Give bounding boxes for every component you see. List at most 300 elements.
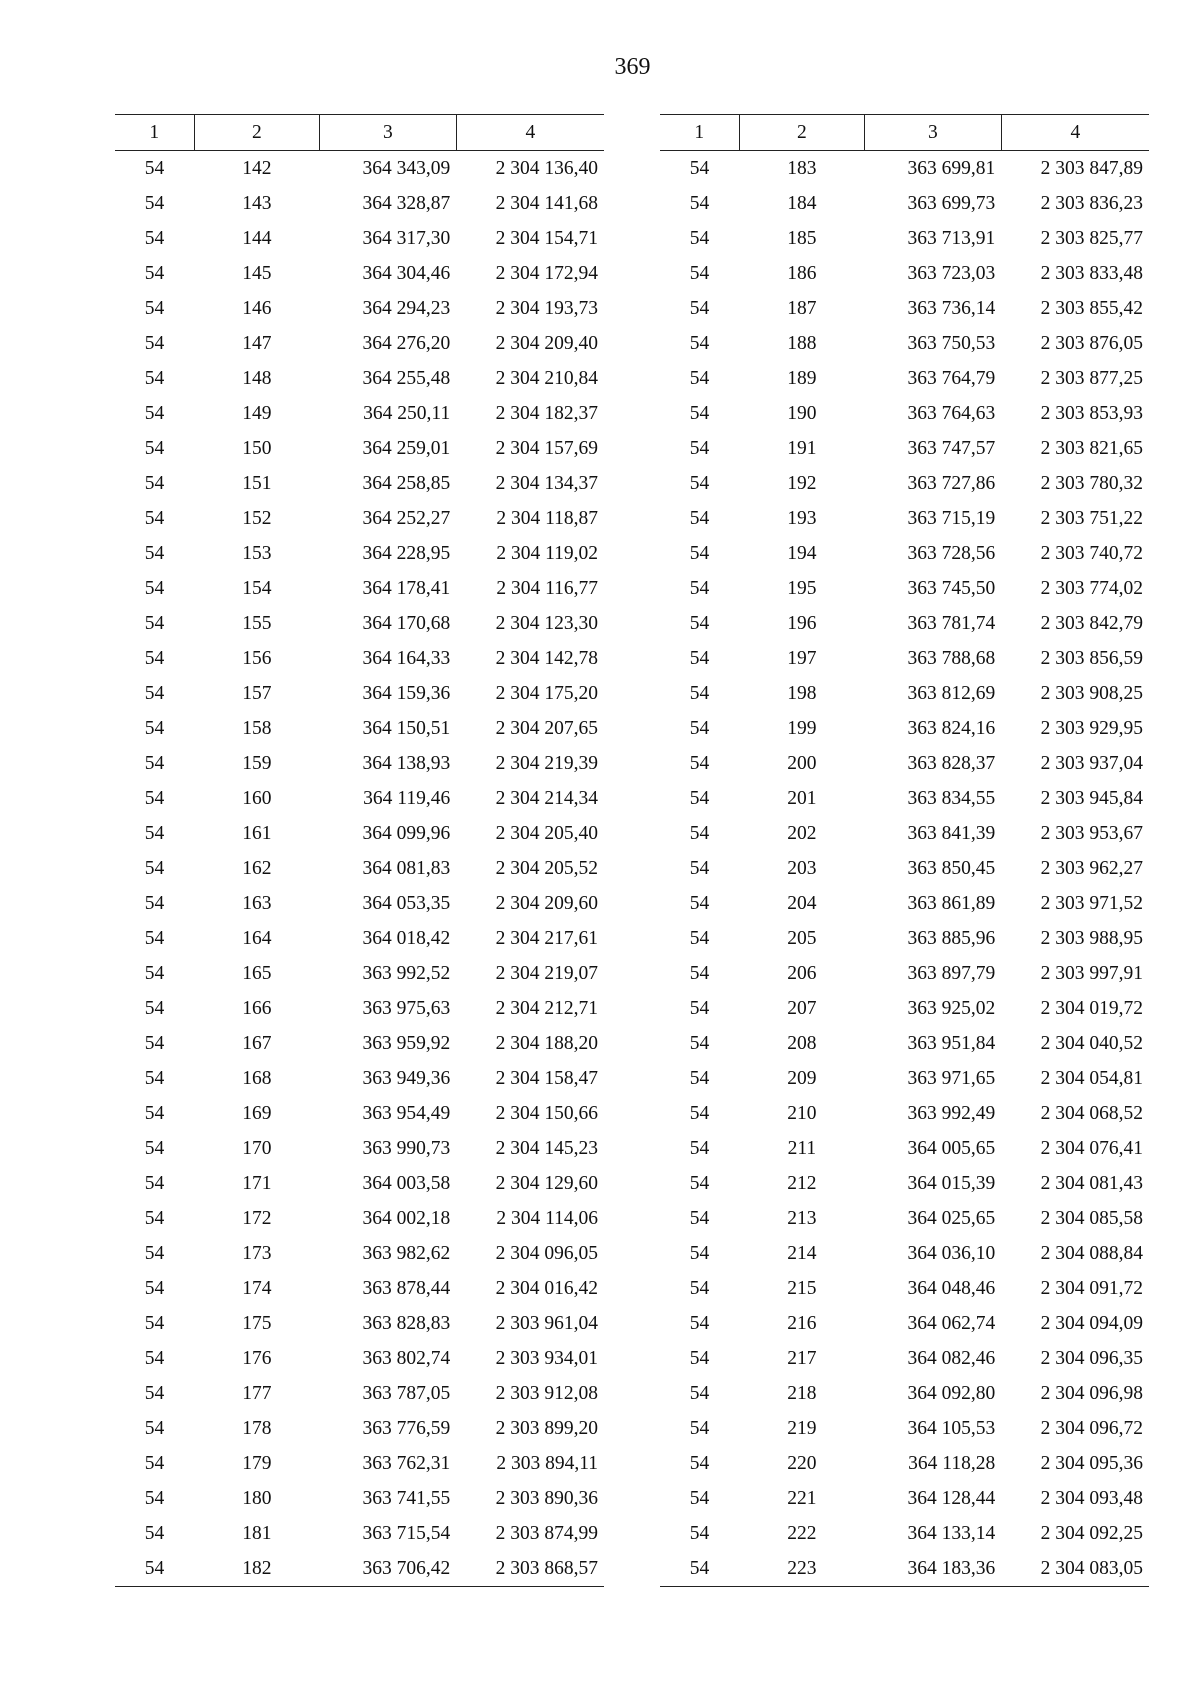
cell-coordinate-y: 2 304 150,66 — [495, 1102, 598, 1124]
cell-point-number: 189 — [787, 367, 817, 389]
cell-section: 54 — [689, 682, 710, 704]
cell-coordinate-y: 2 304 193,73 — [495, 297, 598, 319]
cell-coordinate-y: 2 304 158,47 — [495, 1067, 598, 1089]
cell-coordinate-y: 2 303 868,57 — [456, 1551, 604, 1587]
cell-coordinate-y: 2 303 997,91 — [1040, 962, 1143, 984]
table-row — [660, 466, 1149, 501]
cell-section: 54 — [144, 752, 165, 774]
cell-coordinate-y: 2 304 214,34 — [495, 787, 598, 809]
table-row — [115, 1481, 604, 1516]
cell-coordinate-x: 363 787,05 — [362, 1382, 451, 1404]
cell-section: 54 — [689, 1067, 710, 1089]
cell-coordinate-y: 2 304 040,52 — [1040, 1032, 1143, 1054]
cell-point-number: 166 — [242, 997, 272, 1019]
cell-coordinate-x: 363 750,53 — [907, 332, 996, 354]
table-row — [115, 291, 604, 326]
cell-section: 54 — [144, 857, 165, 879]
cell-point-number: 146 — [242, 297, 272, 319]
table-header-row — [115, 115, 604, 151]
cell-coordinate-y: 2 303 912,08 — [495, 1382, 598, 1404]
cell-point-number: 152 — [242, 507, 272, 529]
cell-coordinate-y: 2 304 134,37 — [495, 472, 598, 494]
table-row — [660, 221, 1149, 256]
cell-section: 54 — [144, 612, 165, 634]
cell-point-number: 182 — [194, 1551, 320, 1587]
cell-section: 54 — [689, 437, 710, 459]
cell-point-number: 219 — [787, 1417, 817, 1439]
cell-coordinate-y: 2 303 853,93 — [1040, 402, 1143, 424]
cell-point-number: 223 — [739, 1551, 865, 1587]
cell-point-number: 147 — [242, 332, 272, 354]
cell-point-number: 162 — [242, 857, 272, 879]
cell-point-number: 193 — [787, 507, 817, 529]
cell-coordinate-x: 363 975,63 — [362, 997, 451, 1019]
cell-point-number: 221 — [787, 1487, 817, 1509]
cell-section: 54 — [144, 927, 165, 949]
cell-point-number: 180 — [242, 1487, 272, 1509]
cell-section: 54 — [689, 227, 710, 249]
cell-section: 54 — [144, 1067, 165, 1089]
cell-coordinate-x: 363 925,02 — [907, 997, 996, 1019]
cell-section: 54 — [689, 577, 710, 599]
table-row — [660, 606, 1149, 641]
cell-coordinate-x: 364 092,80 — [907, 1382, 996, 1404]
cell-coordinate-x: 363 728,56 — [907, 542, 996, 564]
cell-section: 54 — [689, 1102, 710, 1124]
cell-section: 54 — [689, 997, 710, 1019]
cell-section: 54 — [689, 752, 710, 774]
cell-coordinate-y: 2 304 129,60 — [495, 1172, 598, 1194]
table-row — [115, 221, 604, 256]
cell-section: 54 — [144, 437, 165, 459]
table-row — [660, 291, 1149, 326]
cell-coordinate-y: 2 304 093,48 — [1040, 1487, 1143, 1509]
cell-section: 54 — [144, 507, 165, 529]
cell-point-number: 176 — [242, 1347, 272, 1369]
cell-section: 54 — [689, 1522, 710, 1544]
table-header-row — [660, 115, 1149, 151]
cell-section: 54 — [689, 1277, 710, 1299]
cell-coordinate-x: 364 119,46 — [363, 787, 451, 809]
cell-coordinate-y: 2 303 877,25 — [1040, 367, 1143, 389]
cell-section: 54 — [689, 892, 710, 914]
cell-point-number: 200 — [787, 752, 817, 774]
table-row — [660, 781, 1149, 816]
cell-section: 54 — [689, 962, 710, 984]
cell-coordinate-x: 363 745,50 — [907, 577, 996, 599]
cell-section: 54 — [689, 787, 710, 809]
cell-coordinate-x: 363 850,45 — [907, 857, 996, 879]
cell-coordinate-x: 363 992,52 — [362, 962, 451, 984]
cell-coordinate-y: 2 303 833,48 — [1040, 262, 1143, 284]
cell-section: 54 — [144, 262, 165, 284]
cell-coordinate-y: 2 303 774,02 — [1040, 577, 1143, 599]
cell-section: 54 — [144, 332, 165, 354]
table-row — [660, 431, 1149, 466]
cell-coordinate-x: 363 741,55 — [362, 1487, 451, 1509]
cell-coordinate-y: 2 303 937,04 — [1040, 752, 1143, 774]
column-header-1: 1 — [660, 115, 739, 151]
cell-section: 54 — [144, 472, 165, 494]
cell-section: 54 — [144, 192, 165, 214]
table-row — [115, 431, 604, 466]
cell-coordinate-y: 2 304 141,68 — [495, 192, 598, 214]
table-row — [660, 956, 1149, 991]
cell-section: 54 — [689, 612, 710, 634]
table-row — [115, 396, 604, 431]
cell-point-number: 173 — [242, 1242, 272, 1264]
cell-coordinate-y: 2 304 092,25 — [1040, 1522, 1143, 1544]
cell-point-number: 210 — [787, 1102, 817, 1124]
table-row — [115, 1166, 604, 1201]
cell-section: 54 — [689, 717, 710, 739]
cell-section: 54 — [689, 332, 710, 354]
cell-coordinate-x: 363 713,91 — [907, 227, 996, 249]
cell-section: 54 — [689, 367, 710, 389]
cell-section: 54 — [689, 1242, 710, 1264]
cell-coordinate-y: 2 304 172,94 — [495, 262, 598, 284]
cell-coordinate-x: 364 250,11 — [363, 402, 451, 424]
cell-coordinate-y: 2 303 971,52 — [1040, 892, 1143, 914]
cell-coordinate-x: 363 951,84 — [907, 1032, 996, 1054]
coordinates-table-left — [115, 114, 604, 1587]
cell-coordinate-y: 2 304 054,81 — [1040, 1067, 1143, 1089]
table-row — [115, 501, 604, 536]
cell-point-number: 175 — [242, 1312, 272, 1334]
cell-coordinate-x: 364 133,14 — [907, 1522, 996, 1544]
cell-coordinate-y: 2 303 934,01 — [495, 1347, 598, 1369]
cell-section: 54 — [689, 1417, 710, 1439]
cell-section: 54 — [144, 297, 165, 319]
cell-point-number: 199 — [787, 717, 817, 739]
table-row — [115, 781, 604, 816]
cell-section: 54 — [660, 1551, 739, 1587]
cell-coordinate-y: 2 304 188,20 — [495, 1032, 598, 1054]
cell-coordinate-y: 2 304 076,41 — [1040, 1137, 1143, 1159]
cell-coordinate-y: 2 303 874,99 — [495, 1522, 598, 1544]
cell-section: 54 — [689, 192, 710, 214]
cell-coordinate-y: 2 304 085,58 — [1040, 1207, 1143, 1229]
cell-coordinate-x: 363 990,73 — [362, 1137, 451, 1159]
table-row — [115, 1061, 604, 1096]
table-row — [115, 1376, 604, 1411]
cell-coordinate-y: 2 304 114,06 — [496, 1207, 598, 1229]
table-row — [660, 1306, 1149, 1341]
table-row — [660, 816, 1149, 851]
cell-coordinate-x: 363 781,74 — [907, 612, 996, 634]
cell-point-number: 185 — [787, 227, 817, 249]
cell-point-number: 208 — [787, 1032, 817, 1054]
cell-coordinate-x: 363 982,62 — [362, 1242, 451, 1264]
cell-coordinate-x: 364 183,36 — [865, 1551, 1002, 1587]
cell-point-number: 190 — [787, 402, 817, 424]
cell-coordinate-x: 363 788,68 — [907, 647, 996, 669]
table-row — [660, 396, 1149, 431]
cell-coordinate-y: 2 303 842,79 — [1040, 612, 1143, 634]
cell-section: 54 — [144, 1102, 165, 1124]
cell-coordinate-x: 363 885,96 — [907, 927, 996, 949]
cell-section: 54 — [689, 1347, 710, 1369]
cell-point-number: 177 — [242, 1382, 272, 1404]
table-row — [660, 361, 1149, 396]
table-row — [115, 1446, 604, 1481]
table-row — [115, 956, 604, 991]
cell-coordinate-y: 2 304 088,84 — [1040, 1242, 1143, 1264]
cell-coordinate-x: 363 736,14 — [907, 297, 996, 319]
cell-coordinate-y: 2 304 182,37 — [495, 402, 598, 424]
cell-point-number: 164 — [242, 927, 272, 949]
cell-coordinate-x: 364 294,23 — [362, 297, 451, 319]
cell-coordinate-x: 364 170,68 — [362, 612, 451, 634]
table-row — [115, 886, 604, 921]
cell-point-number: 197 — [787, 647, 817, 669]
table-row — [660, 921, 1149, 956]
cell-point-number: 145 — [242, 262, 272, 284]
table-row — [660, 326, 1149, 361]
table-row — [660, 501, 1149, 536]
table-row — [115, 1271, 604, 1306]
cell-coordinate-x: 364 276,20 — [362, 332, 451, 354]
table-row — [115, 1026, 604, 1061]
table-row — [660, 641, 1149, 676]
cell-point-number: 144 — [242, 227, 272, 249]
table-row — [660, 1376, 1149, 1411]
cell-coordinate-y: 2 304 219,39 — [495, 752, 598, 774]
cell-point-number: 156 — [242, 647, 272, 669]
column-header-1: 1 — [115, 115, 194, 151]
cell-coordinate-x: 364 159,36 — [362, 682, 451, 704]
cell-coordinate-x: 363 812,69 — [907, 682, 996, 704]
table-row — [115, 711, 604, 746]
table-row — [115, 1551, 604, 1587]
cell-section: 54 — [144, 227, 165, 249]
cell-coordinate-y: 2 303 847,89 — [1040, 157, 1143, 179]
cell-point-number: 149 — [242, 402, 272, 424]
column-header-3: 3 — [320, 115, 457, 151]
table-row — [115, 536, 604, 571]
cell-point-number: 161 — [242, 822, 272, 844]
table-row — [115, 746, 604, 781]
cell-point-number: 179 — [242, 1452, 272, 1474]
table-row — [660, 886, 1149, 921]
cell-point-number: 217 — [787, 1347, 817, 1369]
cell-coordinate-y: 2 303 855,42 — [1040, 297, 1143, 319]
table-body-right — [660, 151, 1149, 1587]
cell-coordinate-x: 364 099,96 — [362, 822, 451, 844]
cell-coordinate-y: 2 303 945,84 — [1040, 787, 1143, 809]
cell-coordinate-x: 363 834,55 — [907, 787, 996, 809]
cell-coordinate-y: 2 304 205,40 — [495, 822, 598, 844]
table-row — [660, 536, 1149, 571]
cell-section: 54 — [144, 542, 165, 564]
cell-section: 54 — [144, 962, 165, 984]
table-row — [660, 991, 1149, 1026]
cell-point-number: 181 — [242, 1522, 272, 1544]
cell-coordinate-x: 363 699,73 — [907, 192, 996, 214]
table-row — [115, 1411, 604, 1446]
column-header-2: 2 — [194, 115, 320, 151]
cell-point-number: 204 — [787, 892, 817, 914]
cell-point-number: 207 — [787, 997, 817, 1019]
cell-coordinate-x: 364 062,74 — [907, 1312, 996, 1334]
cell-section: 54 — [689, 472, 710, 494]
cell-section: 54 — [144, 1172, 165, 1194]
cell-coordinate-y: 2 304 116,77 — [496, 577, 598, 599]
cell-point-number: 165 — [242, 962, 272, 984]
table-row — [660, 1516, 1149, 1551]
table-row — [115, 466, 604, 501]
cell-coordinate-y: 2 303 821,65 — [1040, 437, 1143, 459]
cell-section: 54 — [144, 1382, 165, 1404]
table-row — [115, 326, 604, 361]
cell-coordinate-y: 2 303 894,11 — [496, 1452, 598, 1474]
cell-coordinate-x: 364 005,65 — [907, 1137, 996, 1159]
cell-point-number: 212 — [787, 1172, 817, 1194]
cell-coordinate-y: 2 303 962,27 — [1040, 857, 1143, 879]
cell-coordinate-x: 363 762,31 — [362, 1452, 451, 1474]
cell-coordinate-x: 363 828,37 — [907, 752, 996, 774]
cell-coordinate-y: 2 304 142,78 — [495, 647, 598, 669]
table-row — [660, 711, 1149, 746]
table-row — [115, 1341, 604, 1376]
page-number: 369 — [614, 54, 651, 80]
table-row — [660, 1131, 1149, 1166]
table-row — [660, 1096, 1149, 1131]
cell-coordinate-y: 2 304 175,20 — [495, 682, 598, 704]
cell-section: 54 — [689, 1207, 710, 1229]
cell-point-number: 174 — [242, 1277, 272, 1299]
table-row — [115, 991, 604, 1026]
cell-point-number: 169 — [242, 1102, 272, 1124]
cell-point-number: 192 — [787, 472, 817, 494]
cell-section: 54 — [689, 262, 710, 284]
table-row — [115, 606, 604, 641]
cell-point-number: 158 — [242, 717, 272, 739]
cell-coordinate-y: 2 304 095,36 — [1040, 1452, 1143, 1474]
table-row — [115, 1131, 604, 1166]
cell-section: 54 — [689, 1452, 710, 1474]
cell-section: 54 — [144, 822, 165, 844]
cell-coordinate-x: 364 317,30 — [362, 227, 451, 249]
cell-section: 54 — [144, 1522, 165, 1544]
cell-coordinate-x: 364 304,46 — [362, 262, 451, 284]
cell-point-number: 167 — [242, 1032, 272, 1054]
table-row — [660, 256, 1149, 291]
cell-coordinate-y: 2 304 123,30 — [495, 612, 598, 634]
cell-coordinate-y: 2 304 096,98 — [1040, 1382, 1143, 1404]
cell-coordinate-x: 363 954,49 — [362, 1102, 451, 1124]
cell-coordinate-x: 363 992,49 — [907, 1102, 996, 1124]
table-row — [115, 676, 604, 711]
cell-point-number: 205 — [787, 927, 817, 949]
cell-point-number: 183 — [787, 157, 817, 179]
cell-section: 54 — [689, 297, 710, 319]
cell-coordinate-x: 364 105,53 — [907, 1417, 996, 1439]
cell-coordinate-x: 364 178,41 — [362, 577, 451, 599]
cell-point-number: 155 — [242, 612, 272, 634]
cell-section: 54 — [144, 1277, 165, 1299]
cell-coordinate-x: 364 081,83 — [362, 857, 451, 879]
cell-section: 54 — [689, 647, 710, 669]
cell-section: 54 — [144, 1487, 165, 1509]
cell-coordinate-y: 2 304 096,72 — [1040, 1417, 1143, 1439]
cell-point-number: 160 — [242, 787, 272, 809]
cell-point-number: 209 — [787, 1067, 817, 1089]
table-row — [660, 1061, 1149, 1096]
cell-section: 54 — [689, 857, 710, 879]
cell-coordinate-x: 363 715,54 — [362, 1522, 451, 1544]
cell-coordinate-x: 364 048,46 — [907, 1277, 996, 1299]
cell-coordinate-y: 2 304 118,87 — [496, 507, 598, 529]
cell-section: 54 — [689, 507, 710, 529]
cell-coordinate-x: 364 343,09 — [362, 157, 451, 179]
cell-point-number: 191 — [787, 437, 817, 459]
cell-coordinate-x: 363 764,63 — [907, 402, 996, 424]
cell-coordinate-x: 364 036,10 — [907, 1242, 996, 1264]
cell-coordinate-y: 2 303 825,77 — [1040, 227, 1143, 249]
column-header-4: 4 — [1001, 115, 1149, 151]
cell-coordinate-x: 364 018,42 — [362, 927, 451, 949]
cell-point-number: 188 — [787, 332, 817, 354]
cell-coordinate-y: 2 303 961,04 — [495, 1312, 598, 1334]
cell-coordinate-y: 2 303 890,36 — [495, 1487, 598, 1509]
cell-point-number: 172 — [242, 1207, 272, 1229]
table-body-left — [115, 151, 604, 1587]
cell-coordinate-y: 2 304 207,65 — [495, 717, 598, 739]
cell-section: 54 — [689, 402, 710, 424]
cell-point-number: 171 — [242, 1172, 272, 1194]
cell-coordinate-y: 2 304 096,35 — [1040, 1347, 1143, 1369]
cell-coordinate-x: 363 861,89 — [907, 892, 996, 914]
column-header-2: 2 — [739, 115, 865, 151]
cell-section: 54 — [144, 682, 165, 704]
cell-coordinate-y: 2 304 019,72 — [1040, 997, 1143, 1019]
cell-coordinate-y: 2 304 068,52 — [1040, 1102, 1143, 1124]
cell-coordinate-y: 2 304 157,69 — [495, 437, 598, 459]
cell-coordinate-x: 364 258,85 — [362, 472, 451, 494]
cell-section: 54 — [144, 577, 165, 599]
table-row — [660, 1166, 1149, 1201]
cell-coordinate-y: 2 303 876,05 — [1040, 332, 1143, 354]
cell-point-number: 186 — [787, 262, 817, 284]
cell-coordinate-x: 363 715,19 — [907, 507, 996, 529]
cell-coordinate-x: 363 824,16 — [907, 717, 996, 739]
cell-section: 54 — [689, 927, 710, 949]
cell-coordinate-y: 2 303 780,32 — [1040, 472, 1143, 494]
table-row — [660, 1551, 1149, 1587]
table-row — [660, 186, 1149, 221]
cell-coordinate-y: 2 304 091,72 — [1040, 1277, 1143, 1299]
cell-coordinate-x: 364 082,46 — [907, 1347, 996, 1369]
cell-section: 54 — [689, 1487, 710, 1509]
cell-coordinate-y: 2 304 145,23 — [495, 1137, 598, 1159]
cell-point-number: 195 — [787, 577, 817, 599]
table-row — [660, 1271, 1149, 1306]
cell-coordinate-x: 364 025,65 — [907, 1207, 996, 1229]
cell-point-number: 198 — [787, 682, 817, 704]
table-row — [115, 1306, 604, 1341]
cell-coordinate-x: 363 776,59 — [362, 1417, 451, 1439]
cell-section: 54 — [144, 1242, 165, 1264]
cell-point-number: 150 — [242, 437, 272, 459]
table-row — [660, 1481, 1149, 1516]
cell-point-number: 153 — [242, 542, 272, 564]
table-row — [660, 1341, 1149, 1376]
cell-coordinate-y: 2 304 119,02 — [496, 542, 598, 564]
cell-point-number: 178 — [242, 1417, 272, 1439]
cell-point-number: 148 — [242, 367, 272, 389]
cell-coordinate-x: 363 841,39 — [907, 822, 996, 844]
